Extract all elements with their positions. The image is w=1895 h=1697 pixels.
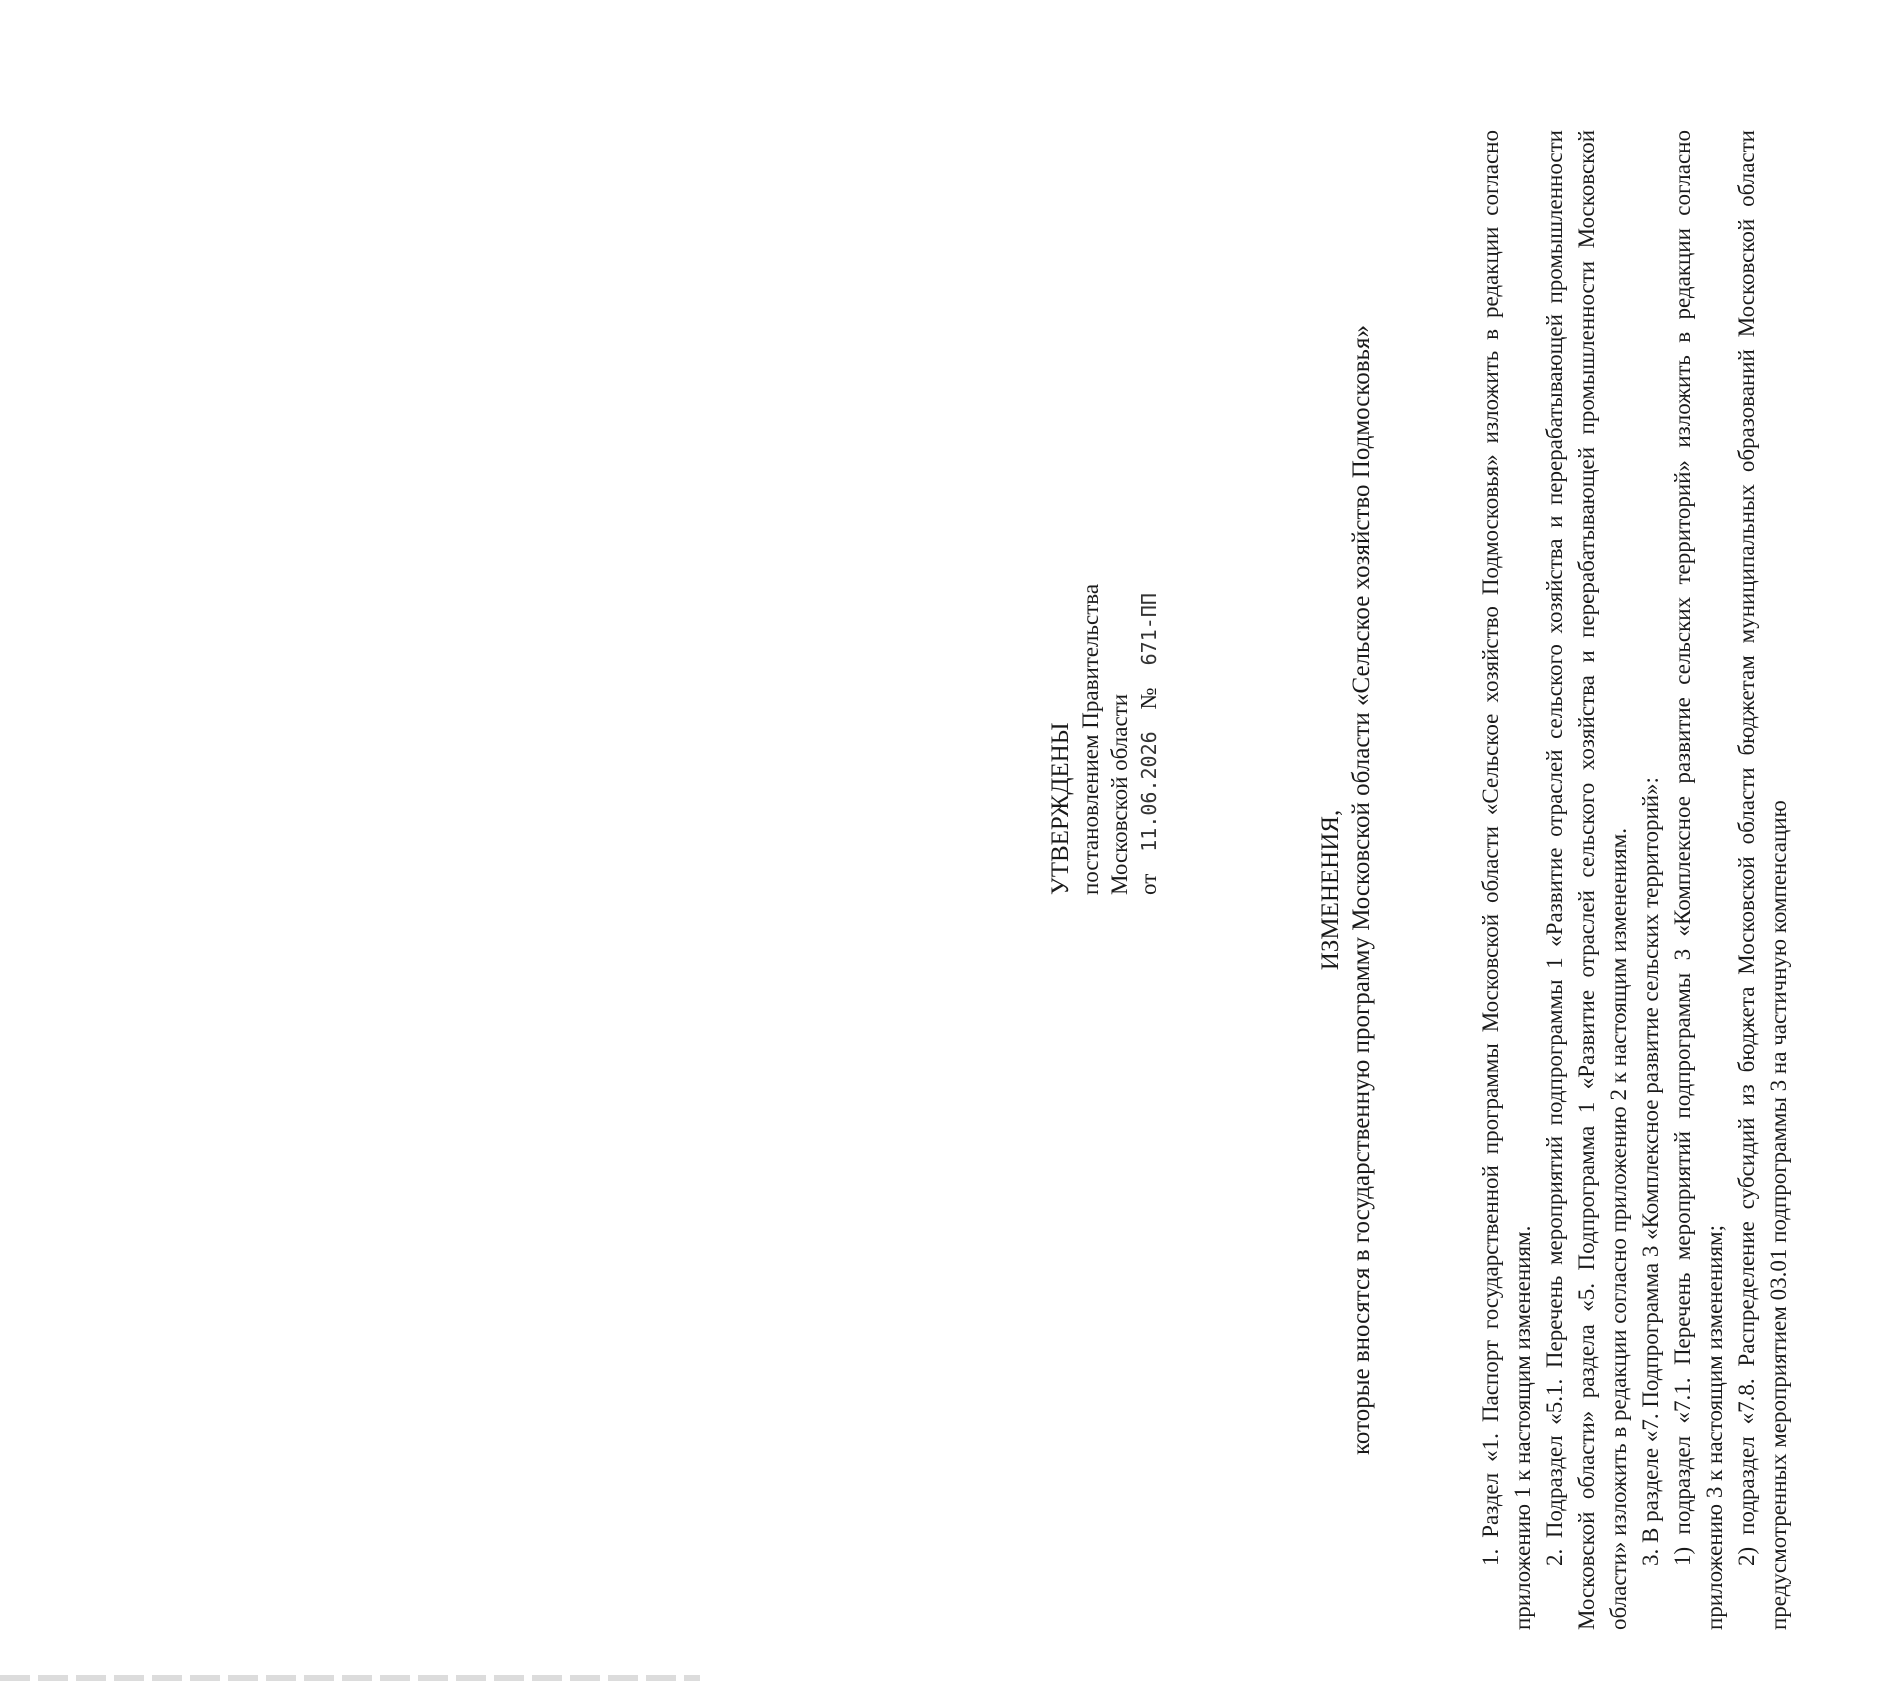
approval-number-sign: № — [1136, 687, 1161, 710]
approval-line-3: Московской области — [1107, 693, 1132, 895]
title-line-1: ИЗМЕНЕНИЯ, — [1317, 809, 1344, 971]
approval-heading: УТВЕРЖДЕНЫ — [1047, 722, 1074, 895]
approval-date-line — [1134, 395, 1164, 895]
approval-stamp — [1045, 395, 1164, 895]
paragraph-1: 1. Раздел «1. Паспорт государственной программы Московской области «Сельское хозяйство Подмосковья» изложить в редакции согласно приложению 1 к настоящим изменениям. — [1478, 130, 1535, 1630]
approval-from-label: от — [1136, 873, 1161, 895]
document-title — [1315, 150, 1377, 1630]
paragraph-3: 3. В разделе «7. Подпрограмма 3 «Комплексное развитие сельских территорий»: — [1638, 777, 1663, 1566]
paragraph-4: 1) подраздел «7.1. Перечень мероприятий подпрограммы 3 «Комплексное развитие сельских территорий» изложить в редакции согласно приложению 3 к настоящим изменениям; — [1670, 130, 1727, 1630]
rotated-content — [1045, 130, 1895, 1630]
scan-footer-noise — [0, 1675, 700, 1681]
document-body — [1475, 130, 1795, 1630]
approval-date: 11.06.2026 — [1137, 731, 1161, 852]
paragraph-2: 2. Подраздел «5.1. Перечень мероприятий подпрограммы 1 «Развитие отраслей сельского хозяйства и перерабатывающей промышленности Московской области» раздела «5. Подпрограмма 1 «Развитие отраслей сельского хозяйства и перерабатывающей промышленности Московской области» изложить в редакции согласно приложению 2 к настоящим изменениям. — [1542, 130, 1631, 1630]
approval-number: 671-ПП — [1137, 593, 1161, 666]
approval-line-2: постановлением Правительства — [1078, 583, 1103, 895]
paragraph-5: 2) подраздел «7.8. Распределение субсидий из бюджета Московской области бюджетам муниципальных образований Московской области предусмотренных мероприятием 03.01 подпрограммы 3 на частичную компенсацию — [1734, 130, 1791, 1630]
title-line-2: которые вносятся в государственную программу Московской области «Сельское хозяйство Подмосковья» — [1348, 325, 1375, 1455]
